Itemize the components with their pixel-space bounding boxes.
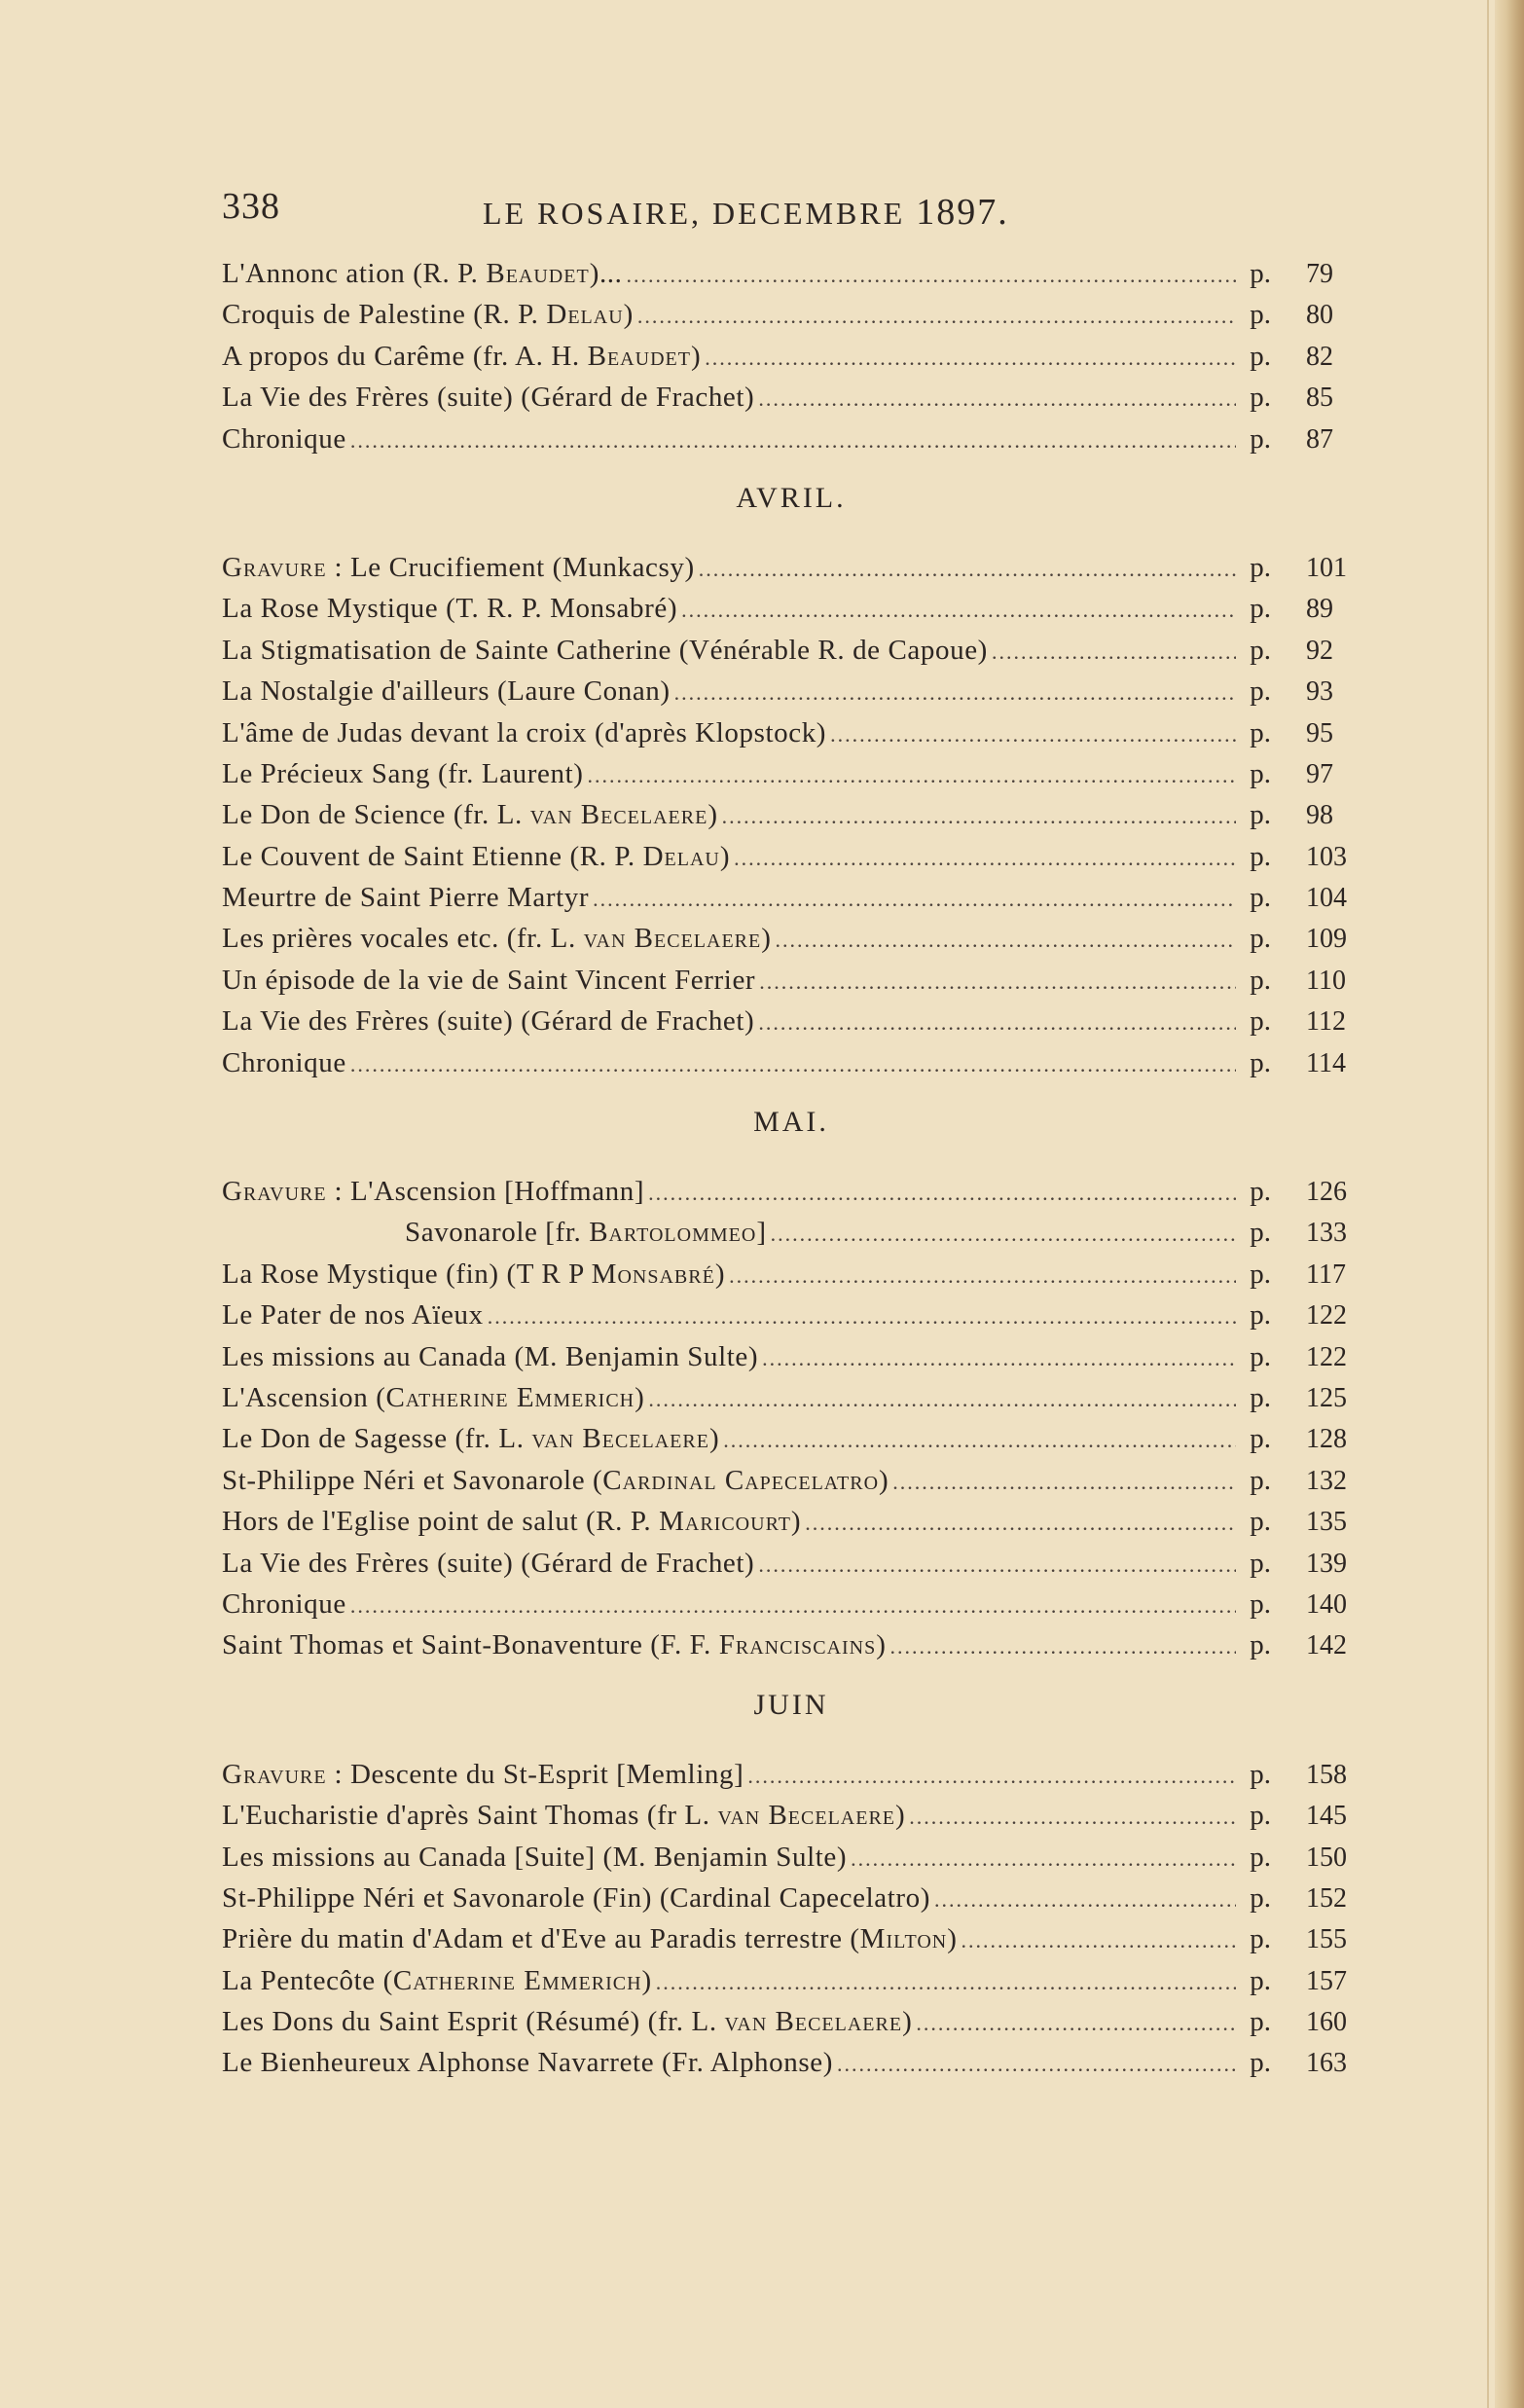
- page-abbrev: p.: [1250, 1046, 1271, 1078]
- entry-title-text: Un épisode de la vie de Saint Vincent Ferrier: [222, 964, 756, 996]
- page-abbrev: p.: [1250, 1800, 1271, 1832]
- entry-title-end: ): [947, 1923, 958, 1955]
- dot-leader: [734, 838, 1236, 879]
- page-ref: 145: [1306, 1801, 1347, 1832]
- entry-title: [222, 1837, 847, 1878]
- entry-title-text: Le Couvent de Saint Etienne (R. P.: [222, 840, 643, 872]
- entry-title: [222, 294, 634, 335]
- dot-leader: [699, 549, 1236, 590]
- toc-entry: [222, 671, 1361, 711]
- entry-title-end: ): [761, 923, 772, 955]
- page-ref: 114: [1306, 1047, 1346, 1078]
- dot-leader: [681, 590, 1236, 631]
- entry-title-text: St-Philippe Néri et Savonarole (Fin) (Cardinal Capecelatro): [222, 1881, 930, 1914]
- toc-entry: [222, 1171, 1361, 1212]
- toc-entry: [222, 2001, 1361, 2042]
- month-heading: MAI.: [753, 1106, 829, 1139]
- page-ref: 125: [1306, 1382, 1347, 1413]
- toc-entry: [222, 294, 1361, 335]
- entry-title: [222, 1171, 644, 1212]
- page-abbrev: p.: [1250, 1340, 1271, 1372]
- entry-title: [222, 1501, 801, 1542]
- spacer: [222, 520, 1361, 547]
- entry-title-text: Le Bienheureux Alphonse Navarrete (Fr. Alphonse): [222, 2047, 833, 2079]
- toc-entry: [222, 712, 1361, 753]
- page-abbrev: p.: [1250, 923, 1271, 955]
- dot-leader: [722, 796, 1236, 837]
- page-abbrev: p.: [1250, 716, 1271, 748]
- page-ref: 163: [1306, 2048, 1347, 2079]
- toc-entry: [222, 1543, 1361, 1584]
- toc-entry: [222, 1960, 1361, 2001]
- dot-leader: [656, 1962, 1236, 2003]
- entry-author: Bartolommeo: [589, 1217, 757, 1249]
- page-abbrev: p.: [1250, 882, 1271, 914]
- entry-title: [222, 2042, 833, 2083]
- entry-title: [222, 753, 584, 794]
- spacer: [222, 1144, 1361, 1171]
- dot-leader: [759, 962, 1236, 1003]
- dot-leader: [762, 1338, 1236, 1379]
- page-edge: [1495, 0, 1524, 2408]
- document-page: [222, 185, 1361, 2084]
- page-abbrev: p.: [1250, 422, 1271, 455]
- page-ref: 157: [1306, 1965, 1347, 1996]
- entry-author: Cardinal Capecelatro: [602, 1464, 880, 1496]
- dot-leader: [934, 1879, 1236, 1920]
- entry-title: [222, 1001, 754, 1041]
- entry-title-text: Chronique: [222, 422, 346, 455]
- page-abbrev: p.: [1250, 2006, 1271, 2038]
- dot-leader: [350, 1586, 1236, 1626]
- page-abbrev: p.: [1250, 799, 1271, 831]
- page-abbrev: p.: [1250, 1005, 1271, 1038]
- entry-title: [222, 336, 701, 377]
- page-abbrev: p.: [1250, 1464, 1271, 1496]
- page-ref: 128: [1306, 1424, 1347, 1455]
- page-abbrev: p.: [1250, 1629, 1271, 1661]
- toc-entry: [222, 1501, 1361, 1542]
- month-section: [222, 1083, 1361, 1666]
- dot-leader: [909, 1797, 1236, 1838]
- entry-title-text: Meurtre de Saint Pierre Martyr: [222, 882, 590, 914]
- page-ref: 140: [1306, 1588, 1347, 1620]
- page-abbrev: p.: [1250, 1176, 1271, 1208]
- entry-title-end: ): [635, 1381, 645, 1413]
- month-heading: JUIN: [753, 1688, 829, 1721]
- entry-title-end: )...: [589, 258, 623, 289]
- dot-leader: [350, 420, 1236, 461]
- dot-leader: [705, 338, 1236, 379]
- entry-author: Gravure: [222, 1758, 327, 1790]
- entry-title: [222, 1418, 719, 1459]
- page-abbrev: p.: [1250, 1423, 1271, 1455]
- dot-leader: [830, 714, 1236, 755]
- entry-author: Franciscains: [718, 1629, 877, 1661]
- dot-leader: [588, 755, 1237, 796]
- entry-title-text: Les missions au Canada (M. Benjamin Sulte): [222, 1340, 759, 1372]
- entry-title: [222, 1960, 652, 2001]
- entry-title-end: ): [879, 1464, 889, 1496]
- entry-title: [222, 377, 754, 418]
- page-ref: 158: [1306, 1759, 1347, 1790]
- entry-title-text: La Pentecôte (: [222, 1964, 393, 1996]
- entry-author: van Becelaere: [529, 799, 708, 831]
- entry-title-end: ): [690, 340, 702, 372]
- entry-title: [222, 253, 623, 294]
- entry-author: van Becelaere: [531, 1423, 709, 1455]
- entry-title: [222, 918, 772, 959]
- entry-title: [222, 630, 988, 671]
- toc-entry: [222, 1377, 1361, 1418]
- entry-title-text: La Rose Mystique (T. R. P. Monsabré): [222, 593, 678, 625]
- page-ref: 80: [1306, 300, 1333, 331]
- page-ref: 112: [1306, 1006, 1346, 1038]
- dot-leader: [805, 1503, 1236, 1544]
- entry-title: [222, 1254, 725, 1295]
- dot-leader: [916, 2003, 1236, 2044]
- page-abbrev: p.: [1250, 340, 1271, 372]
- dot-leader: [648, 1173, 1236, 1214]
- dot-leader: [627, 255, 1237, 296]
- page-ref: 79: [1306, 259, 1333, 289]
- entry-title-text: Saint Thomas et Saint-Bonaventure (F. F.: [222, 1629, 719, 1661]
- page-abbrev: p.: [1250, 1587, 1271, 1620]
- page-abbrev: p.: [1250, 840, 1271, 872]
- page-abbrev: p.: [1250, 1758, 1271, 1790]
- dot-leader: [758, 1545, 1236, 1586]
- page-abbrev: p.: [1250, 1964, 1271, 1996]
- page-ref: 139: [1306, 1548, 1347, 1579]
- toc-entry: [222, 1584, 1361, 1624]
- toc-entry: [222, 377, 1361, 418]
- entry-title-end: ): [719, 840, 731, 872]
- page-abbrev: p.: [1250, 299, 1271, 331]
- entry-title-text: Les missions au Canada [Suite] (M. Benjamin Sulte): [222, 1841, 848, 1873]
- entry-title-end: ]: [756, 1217, 767, 1249]
- entry-title-text: Croquis de Palestine (R. P.: [222, 299, 547, 331]
- entry-title-text: Le Pater de nos Aïeux: [222, 1299, 484, 1332]
- entry-title: [222, 1918, 958, 1959]
- dot-leader: [723, 1420, 1236, 1461]
- entry-title: [222, 1460, 889, 1501]
- dot-leader: [350, 1044, 1236, 1085]
- entry-title-text: La Rose Mystique (fin) (T R P: [222, 1258, 592, 1290]
- running-title-year: 1897.: [916, 192, 1009, 233]
- entry-title-text: L'Annonc ation (R. P.: [222, 258, 487, 289]
- entry-title-end: ): [902, 2006, 913, 2038]
- page-abbrev: p.: [1250, 593, 1271, 625]
- page-ref: 122: [1306, 1341, 1347, 1372]
- entry-title: [222, 1878, 930, 1918]
- entry-title-end: ): [708, 799, 718, 831]
- page-ref: 92: [1306, 635, 1333, 666]
- toc-entry: [222, 1918, 1361, 1959]
- dot-leader: [890, 1626, 1236, 1667]
- page-abbrev: p.: [1250, 1841, 1271, 1873]
- spacer: [222, 1666, 1361, 1684]
- toc-entry: [222, 918, 1361, 959]
- toc-entry: [222, 960, 1361, 1001]
- entry-title-text: St-Philippe Néri et Savonarole (: [222, 1464, 603, 1496]
- toc-entry: [222, 1212, 1361, 1253]
- page-ref: 85: [1306, 383, 1333, 414]
- entry-title-text: La Vie des Frères (suite) (Gérard de Frachet): [222, 1005, 755, 1038]
- page-ref: 135: [1306, 1507, 1347, 1538]
- entry-title-text: A propos du Carême (fr. A. H.: [222, 340, 588, 372]
- toc-entry: [222, 1254, 1361, 1295]
- entry-title-text: Le Don de Sagesse (fr. L.: [222, 1423, 532, 1455]
- entry-title-text: La Nostalgie d'ailleurs (Laure Conan): [222, 675, 671, 708]
- page-ref: 101: [1306, 552, 1347, 583]
- toc-entry: [222, 794, 1361, 835]
- page-number: 338: [222, 186, 280, 227]
- page-ref: 142: [1306, 1630, 1347, 1661]
- entry-title: [222, 547, 695, 588]
- running-head: [222, 185, 1361, 243]
- page-ref: 104: [1306, 883, 1347, 914]
- entry-title: [222, 1754, 744, 1795]
- entry-title-end: : Le Crucifiement (Munkacsy): [326, 551, 695, 583]
- entry-title-end: ): [641, 1964, 652, 1996]
- page-ref: 93: [1306, 676, 1333, 708]
- entry-author: Catherine Emmerich: [392, 1964, 642, 1996]
- toc-entry: [222, 1460, 1361, 1501]
- page-ref: 97: [1306, 758, 1333, 789]
- entry-title-end: ): [895, 1800, 906, 1832]
- entry-title: [222, 1336, 758, 1377]
- entry-title-text: La Stigmatisation de Sainte Catherine (Vénérable R. de Capoue): [222, 634, 988, 666]
- page-abbrev: p.: [1250, 551, 1271, 583]
- entry-title-text: La Vie des Frères (suite) (Gérard de Frachet): [222, 382, 755, 414]
- entry-title: [222, 794, 718, 835]
- page-abbrev: p.: [1250, 2047, 1271, 2079]
- entry-author: Delau: [642, 840, 720, 872]
- entry-title-text: Prière du matin d'Adam et d'Eve au Paradis terrestre (: [222, 1923, 860, 1955]
- page-abbrev: p.: [1250, 1381, 1271, 1413]
- entry-title-text: L'Ascension (: [222, 1381, 386, 1413]
- page-ref: 103: [1306, 841, 1347, 872]
- entry-title-text: Chronique: [222, 1587, 346, 1620]
- entry-title: [222, 1212, 767, 1253]
- month-section: [222, 459, 1361, 1083]
- entry-author: Delau: [546, 299, 624, 331]
- dot-leader: [593, 879, 1236, 920]
- toc-entry: [222, 1418, 1361, 1459]
- entry-title-end: : Descente du St-Esprit [Memling]: [326, 1758, 744, 1790]
- entry-author: Maricourt: [659, 1506, 791, 1538]
- page-ref: 152: [1306, 1882, 1347, 1914]
- month-heading: AVRIL.: [736, 481, 847, 514]
- page-abbrev: p.: [1250, 757, 1271, 789]
- page-ref: 126: [1306, 1177, 1347, 1208]
- page-ref: 150: [1306, 1842, 1347, 1873]
- entry-author: Catherine Emmerich: [385, 1381, 635, 1413]
- entry-title: [222, 960, 755, 1001]
- dot-leader: [851, 1839, 1236, 1879]
- dot-leader: [962, 1920, 1236, 1961]
- month-section: [222, 1666, 1361, 2084]
- dot-leader: [648, 1379, 1236, 1420]
- entry-author: van Becelaere: [583, 923, 762, 955]
- entry-author: Gravure: [222, 551, 327, 583]
- running-title-text: LE ROSAIRE, DECEMBRE: [483, 196, 906, 231]
- spacer: [222, 1727, 1361, 1754]
- dot-leader: [776, 920, 1237, 961]
- toc-entry: [222, 753, 1361, 794]
- dot-leader: [892, 1462, 1236, 1503]
- entry-author: Monsabré: [591, 1258, 715, 1290]
- page-ref: 109: [1306, 924, 1347, 955]
- entry-title-text: Savonarole [fr.: [405, 1217, 590, 1249]
- page-abbrev: p.: [1250, 1923, 1271, 1955]
- page-abbrev: p.: [1250, 634, 1271, 666]
- toc-entry: [222, 419, 1361, 459]
- entry-title-end: ): [714, 1258, 726, 1290]
- spacer: [222, 1083, 1361, 1101]
- entry-title-text: Les Dons du Saint Esprit (Résumé) (fr. L.: [222, 2006, 725, 2038]
- page-ref: 122: [1306, 1300, 1347, 1332]
- toc-entry: [222, 630, 1361, 671]
- page-ref: 117: [1306, 1259, 1346, 1290]
- entry-title-text: Hors de l'Eglise point de salut (R. P.: [222, 1506, 660, 1538]
- toc-entry: [222, 1295, 1361, 1335]
- page-abbrev: p.: [1250, 382, 1271, 414]
- page-abbrev: p.: [1250, 258, 1271, 289]
- entry-author: Gravure: [222, 1176, 327, 1208]
- page-ref: 89: [1306, 594, 1333, 625]
- entry-author: Beaudet: [486, 258, 590, 289]
- entry-title: [222, 1295, 484, 1335]
- page-ref: 95: [1306, 717, 1333, 748]
- entry-title: [222, 1584, 346, 1624]
- page-abbrev: p.: [1250, 964, 1271, 996]
- entry-title-end: ): [790, 1506, 802, 1538]
- page-abbrev: p.: [1250, 1217, 1271, 1249]
- page-ref: 132: [1306, 1465, 1347, 1496]
- entry-author: van Becelaere: [717, 1800, 896, 1832]
- page-abbrev: p.: [1250, 1506, 1271, 1538]
- toc-entry: [222, 1795, 1361, 1836]
- dot-leader: [747, 1756, 1236, 1797]
- page-ref: 82: [1306, 341, 1333, 372]
- page-ref: 98: [1306, 800, 1333, 831]
- running-title: [483, 191, 1009, 234]
- dot-leader: [758, 379, 1236, 420]
- entry-author: Milton: [859, 1923, 948, 1955]
- dot-leader: [674, 673, 1236, 713]
- page-abbrev: p.: [1250, 1299, 1271, 1332]
- entry-title-text: Le Précieux Sang (fr. Laurent): [222, 757, 584, 789]
- entry-title: [222, 588, 677, 629]
- entry-title-end: ): [623, 299, 634, 331]
- entry-title: [222, 1624, 887, 1665]
- toc-entry: [222, 1336, 1361, 1377]
- page-abbrev: p.: [1250, 1547, 1271, 1579]
- entry-title: [222, 419, 346, 459]
- toc-entry: [222, 1001, 1361, 1041]
- entry-title-text: Le Don de Science (fr. L.: [222, 799, 530, 831]
- page-abbrev: p.: [1250, 1881, 1271, 1914]
- toc-entry: [222, 1837, 1361, 1878]
- entry-title-text: Les prières vocales etc. (fr. L.: [222, 923, 584, 955]
- entry-title: [222, 1543, 754, 1584]
- entry-title-text: L'Eucharistie d'après Saint Thomas (fr L.: [222, 1800, 718, 1832]
- page-ref: 133: [1306, 1218, 1347, 1249]
- dot-leader: [837, 2044, 1236, 2085]
- page-ref: 160: [1306, 2007, 1347, 2038]
- entry-author: van Becelaere: [724, 2006, 903, 2038]
- dot-leader: [488, 1296, 1236, 1337]
- page-ref: 87: [1306, 423, 1333, 455]
- toc-entry: [222, 1878, 1361, 1918]
- entry-title-end: : L'Ascension [Hoffmann]: [326, 1176, 645, 1208]
- toc-entry: [222, 588, 1361, 629]
- entry-title: [222, 1795, 905, 1836]
- entry-title: [222, 712, 826, 753]
- entry-title: [222, 836, 730, 877]
- entry-title: [222, 671, 671, 711]
- entry-title-text: Chronique: [222, 1046, 346, 1078]
- toc-entry: [222, 1624, 1361, 1665]
- spacer: [222, 459, 1361, 477]
- entry-title-end: ): [708, 1423, 720, 1455]
- entry-title: [222, 1377, 644, 1418]
- entry-title-text: La Vie des Frères (suite) (Gérard de Frachet): [222, 1547, 755, 1579]
- entry-title-text: L'âme de Judas devant la croix (d'après Klopstock): [222, 716, 827, 748]
- entry-author: Beaudet: [587, 340, 691, 372]
- toc-entry: [222, 836, 1361, 877]
- page-abbrev: p.: [1250, 1258, 1271, 1290]
- dot-leader: [637, 296, 1236, 337]
- dot-leader: [992, 632, 1236, 673]
- toc-entry: [222, 547, 1361, 588]
- dot-leader: [758, 1003, 1236, 1043]
- continued-entries: [222, 253, 1361, 459]
- toc-sections: [222, 459, 1361, 2084]
- toc-entry: [222, 253, 1361, 294]
- page-ref: 110: [1306, 965, 1346, 996]
- toc-entry: [222, 1042, 1361, 1083]
- entry-title-end: ): [876, 1629, 887, 1661]
- page-ref: 155: [1306, 1924, 1347, 1955]
- dot-leader: [771, 1214, 1236, 1255]
- page-gutter-line: [1487, 0, 1489, 2408]
- dot-leader: [729, 1256, 1236, 1296]
- toc-entry: [222, 336, 1361, 377]
- entry-title: [222, 877, 589, 918]
- entry-title: [222, 2001, 912, 2042]
- entry-title: [222, 1042, 346, 1083]
- toc-entry: [222, 1754, 1361, 1795]
- page-abbrev: p.: [1250, 675, 1271, 708]
- toc-entry: [222, 877, 1361, 918]
- toc-entry: [222, 2042, 1361, 2083]
